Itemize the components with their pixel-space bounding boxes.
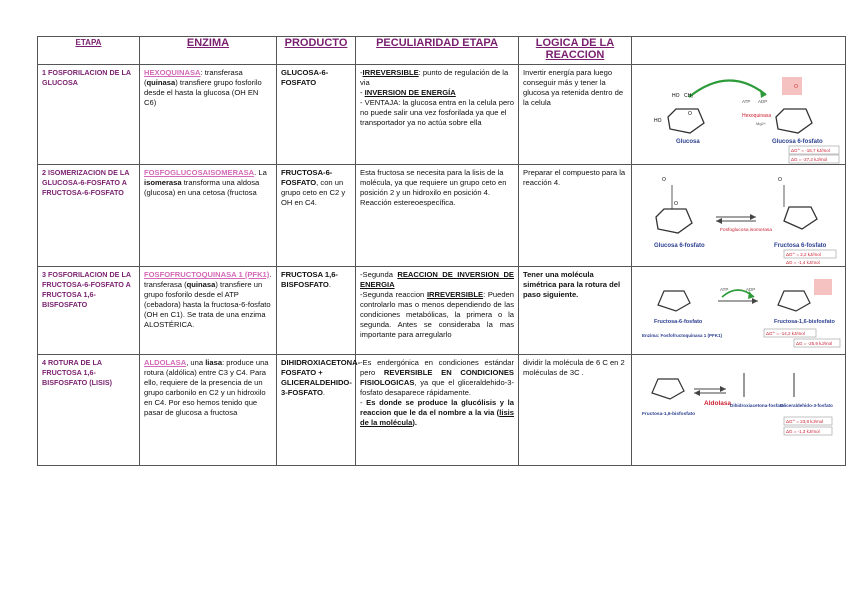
header-etapa: ETAPA — [38, 37, 140, 65]
svg-text:Gliceraldehido-3-fosfato: Gliceraldehido-3-fosfato — [780, 403, 833, 409]
svg-text:Fructosa-1,6-bisfosfato: Fructosa-1,6-bisfosfato — [774, 319, 835, 326]
svg-text:Fructosa 6-fosfato: Fructosa 6-fosfato — [774, 243, 827, 250]
header-enzima: ENZIMA — [140, 37, 277, 65]
svg-text:O: O — [778, 177, 782, 184]
producto-cell: DIHIDROXIACETONA-FOSFATO + GLICERALDEHIDO-3-FOSFATO. — [277, 355, 356, 466]
producto-cell: GLUCOSA-6-FOSFATO — [277, 65, 356, 165]
svg-text:O: O — [662, 177, 666, 184]
table-row — [38, 165, 846, 267]
svg-text:Hexoquinasa: Hexoquinasa — [742, 113, 772, 119]
header-image — [632, 37, 846, 65]
reaction-image-2 — [632, 165, 846, 267]
peculiaridad-cell: -Segunda REACCION DE INVERSION DE ENERGIA -Segunda reaccion IRREVERSIBLE: Pueden controlarlo mas o menos dependiendo de las condiciones metabólicas, la primera o la segunda. Antes se consideraba la mas importante para arregularlo — [356, 267, 519, 355]
enzima-cell: ALDOLASA, una liasa: produce una rotura (aldólica) entre C3 y C4. Para ello, requiere de la presencia de un grupo carbonilo en C2 y un hidroxilo en C4. Por eso hemos tenido que pasar de glucosa a fructosa — [140, 355, 277, 466]
svg-text:ΔG°' = 2,2 kJ/mol: ΔG°' = 2,2 kJ/mol — [786, 252, 821, 258]
etapa-cell: 4 ROTURA DE LA FRUCTOSA 1,6-BISFOSFATO (LISIS) — [38, 355, 140, 466]
etapa-cell: 3 FOSFORILACION DE LA FRUCTOSA-6-FOSFATO A FRUCTOSA 1,6-BISFOSFATO — [38, 267, 140, 355]
atp-arrow-icon — [689, 80, 766, 97]
header-producto: PRODUCTO — [277, 37, 356, 65]
svg-text:Fructosa-6-fosfato: Fructosa-6-fosfato — [654, 319, 703, 326]
enzima-cell: HEXOQUINASA: transferasa (quinasa) transfiere grupo fosforilo desde el hasta la glucosa (OH EN C6) — [140, 65, 277, 165]
svg-text:O: O — [688, 111, 692, 117]
peculiaridad-cell: -IRREVERSIBLE: punto de regulación de la via - INVERSION DE ENERGÍA - VENTAJA: la glucosa entra en la celula pero no puede salir una vez fosforilada ya que el transportador ya no actúa sobre ella — [356, 65, 519, 165]
svg-text:Glucosa 6-fosfato: Glucosa 6-fosfato — [654, 243, 705, 250]
svg-text:Fosfoglucosa isomerasa: Fosfoglucosa isomerasa — [720, 228, 772, 234]
svg-text:Aldolasa: Aldolasa — [704, 400, 732, 408]
table-row — [38, 65, 846, 165]
svg-text:Enzima: Fosfofructoquinasa 1 (: Enzima: Fosfofructoquinasa 1 (PFK1) — [642, 333, 723, 339]
enzima-cell: FOSFOGLUCOSAISOMERASA. La isomerasa transforma una aldosa (glucosa) en una cetosa (fructosa — [140, 165, 277, 267]
enzima-cell: FOSFOFRUCTOQUINASA 1 (PFK1). transferasa (quinasa) transfiere un grupo fosforilo desde el ATP (cebadora) hasta la fructosa-6-fosfato (OH en C1). Se trata de una enzima ALOSTÉRICA. — [140, 267, 277, 355]
header-logica: LOGICA DE LA REACCION — [519, 37, 632, 65]
svg-text:Dihidroxiacetona-fosfato: Dihidroxiacetona-fosfato — [730, 403, 785, 409]
logica-cell: Invertir energía para luego conseguir más y tener la glucosa ya retenida dentro de la celula — [519, 65, 632, 165]
etapa-cell: 1 FOSFORILACION DE LA GLUCOSA — [38, 65, 140, 165]
peculiaridad-cell: Esta fructosa se necesita para la lisis de la molécula, ya que requiere un grupo ceto en posición 2 y un hidroxilo en posición 4. Reacción estereoespecífica. — [356, 165, 519, 267]
svg-text:ΔG = -1,3 kJ/mol: ΔG = -1,3 kJ/mol — [786, 429, 820, 435]
reaction-image-1 — [632, 65, 846, 165]
logica-cell: Tener una molécula simétrica para la rotura del paso siguiente. — [519, 267, 632, 355]
svg-text:ΔG°' = -16,7 kJ/mol: ΔG°' = -16,7 kJ/mol — [791, 148, 830, 153]
table-row — [38, 355, 846, 466]
svg-text:ΔG = -25,9 kJ/mol: ΔG = -25,9 kJ/mol — [796, 341, 833, 347]
svg-text:Glucosa 6-fosfato: Glucosa 6-fosfato — [772, 139, 823, 145]
svg-text:Fructosa-1,6-bisfosfato: Fructosa-1,6-bisfosfato — [642, 412, 696, 418]
producto-cell: FRUCTOSA 1,6-BISFOSFATO. — [277, 267, 356, 355]
svg-text:ΔG°' = 23,8 kJ/mol: ΔG°' = 23,8 kJ/mol — [786, 419, 824, 425]
svg-text:ADP: ADP — [746, 287, 756, 293]
header-peculiaridad: PECULIARIDAD ETAPA — [356, 37, 519, 65]
table-row — [38, 267, 846, 355]
svg-text:O: O — [674, 201, 678, 208]
svg-text:O: O — [794, 84, 798, 90]
svg-text:CH₂: CH₂ — [684, 93, 694, 99]
svg-text:ADP: ADP — [758, 99, 768, 104]
etapa-cell: 2 ISOMERIZACION DE LA GLUCOSA-6-FOSFATO A FRUCTOSA-6-FOSFATO — [38, 165, 140, 267]
logica-cell: Preparar el compuesto para la reacción 4. — [519, 165, 632, 267]
reaction-image-3 — [632, 267, 846, 355]
svg-text:ATP: ATP — [742, 99, 751, 104]
logica-cell: dividir la molécula de 6 C en 2 moléculas de 3C . — [519, 355, 632, 466]
svg-text:Mg2+: Mg2+ — [756, 121, 767, 126]
svg-text:ΔG = -1,4 kJ/mol: ΔG = -1,4 kJ/mol — [786, 260, 820, 266]
svg-text:ATP: ATP — [720, 287, 729, 293]
reaction-image-4 — [632, 355, 846, 466]
svg-text:Glucosa: Glucosa — [676, 139, 700, 145]
peculiaridad-cell: -Es endergónica en condiciones estándar pero REVERSIBLE EN CONDICIONES FISIOLOGICAS, ya que el gliceraldehido-3-fosfato desaparece rápidamente. - Es donde se produce la glucólisis y la reaccion que le da el nombre a la via (lisis de la molécula). — [356, 355, 519, 466]
svg-text:HO: HO — [672, 93, 680, 99]
header-row — [38, 37, 846, 65]
svg-text:ΔG = -27,2 kJ/mol: ΔG = -27,2 kJ/mol — [791, 157, 828, 162]
svg-text:ΔG°' = -14,2 kJ/mol: ΔG°' = -14,2 kJ/mol — [766, 331, 805, 337]
svg-text:HO: HO — [654, 118, 662, 124]
producto-cell: FRUCTOSA-6-FOSFATO, con un grupo ceto en C2 y OH en C4. — [277, 165, 356, 267]
glycolysis-table — [37, 36, 846, 466]
